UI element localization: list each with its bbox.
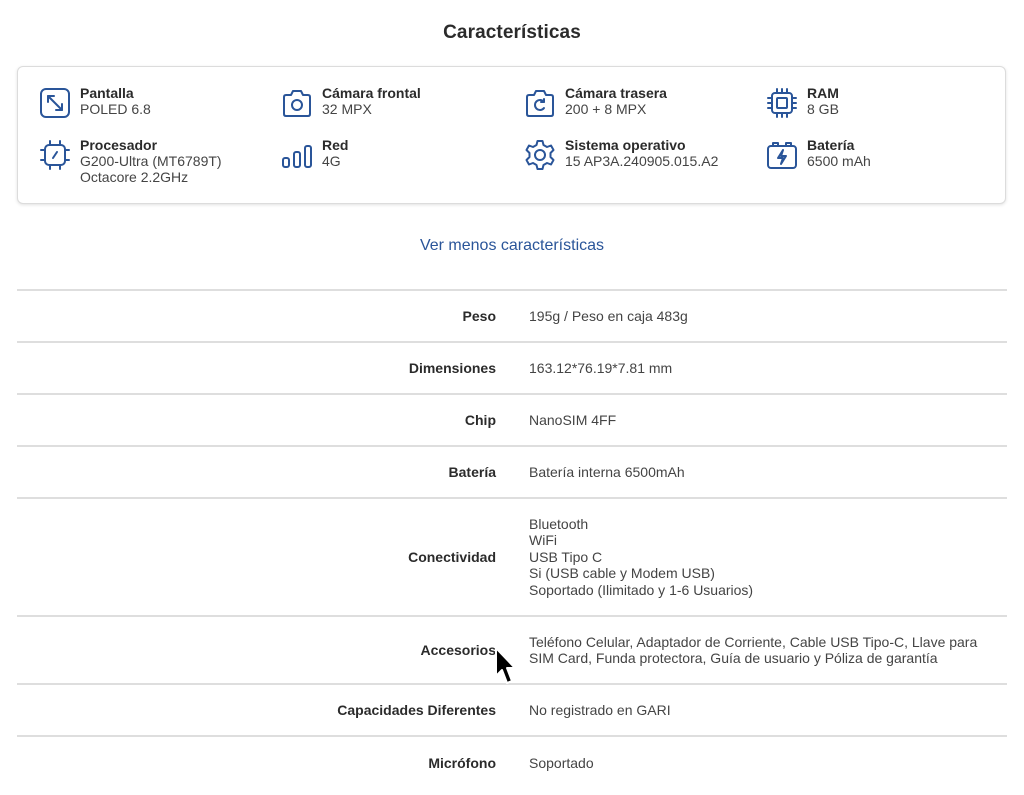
feature-value: 32 MPX [322,101,372,117]
spec-label: Micrófono [428,755,496,771]
camera-front-icon [280,86,314,120]
mouse-cursor-icon [494,646,516,686]
feature-value: POLED 6.8 [80,101,151,117]
processor-icon [38,138,72,172]
battery-icon [765,138,799,172]
features-card [17,66,1006,204]
feature-title: RAM [807,85,839,101]
feature-bateria [765,137,871,172]
toggle-features-link[interactable]: Ver menos características [419,237,605,254]
spec-label: Peso [462,308,496,324]
spec-value-line: Batería interna 6500mAh [529,463,685,480]
spec-value-line: Soportado [529,754,594,771]
table-row [17,343,1007,395]
feature-value-extra: Octacore 2.2GHz [80,169,189,185]
feature-title: Procesador [80,137,158,153]
spec-value [529,634,999,667]
spec-value-line: 195g / Peso en caja 483g [529,307,688,324]
table-row [17,499,1007,617]
spec-value [529,702,999,719]
feature-ram [765,85,839,120]
feature-camara-trasera [523,85,667,120]
spec-value-line: 163.12*76.19*7.81 mm [529,359,673,376]
feature-value: 8 GB [807,101,839,117]
spec-value [529,308,999,325]
table-row [17,291,1007,343]
chip-icon [765,86,799,120]
feature-red [280,137,348,172]
page-title: Características [443,22,581,43]
table-row [17,737,1007,789]
table-row [17,395,1007,447]
spec-label: Accesorios [420,642,496,658]
feature-title: Pantalla [80,85,134,101]
spec-label: Dimensiones [408,360,496,376]
spec-value [529,516,999,599]
feature-title: Red [322,137,349,153]
spec-table [17,289,1007,789]
spec-value [529,360,999,377]
spec-value-line: Soportado (Ilimitado y 1-6 Usuarios) [529,581,754,598]
feature-camara-frontal [280,85,421,120]
feature-value: 6500 mAh [807,153,871,169]
feature-value: G200-Ultra (MT6789T) [80,153,222,169]
feature-pantalla [38,85,151,120]
table-row [17,685,1007,737]
spec-label: Capacidades Diferentes [337,702,496,718]
camera-rear-icon [523,86,557,120]
spec-value-line: USB Tipo C [529,548,603,565]
spec-value-line: Si (USB cable y Modem USB) [529,565,715,582]
gear-icon [523,138,557,172]
feature-procesador [38,137,222,185]
spec-value [529,755,999,772]
expand-icon [38,86,72,120]
feature-value: 4G [322,153,341,169]
spec-value [529,464,999,481]
spec-value-line: Bluetooth [529,515,589,532]
spec-value-line: WiFi [529,532,557,549]
feature-sistema-operativo [523,137,718,172]
spec-value-line: No registrado en GARI [529,701,671,718]
spec-label: Conectividad [408,549,496,565]
table-row [17,447,1007,499]
spec-label: Batería [448,464,496,480]
spec-label: Chip [464,412,496,428]
feature-title: Sistema operativo [565,137,686,153]
feature-value: 200 + 8 MPX [565,101,647,117]
spec-value-line: Teléfono Celular, Adaptador de Corriente, Cable USB Tipo-C, Llave para SIM Card, Funda protectora, Guía de usuario y Póliza de garantía [529,633,978,666]
feature-title: Batería [807,137,855,153]
feature-title: Cámara frontal [322,85,421,101]
signal-icon [280,138,314,172]
feature-value: 15 AP3A.240905.015.A2 [565,153,719,169]
spec-value [529,412,999,429]
feature-title: Cámara trasera [565,85,667,101]
spec-value-line: NanoSIM 4FF [529,411,617,428]
